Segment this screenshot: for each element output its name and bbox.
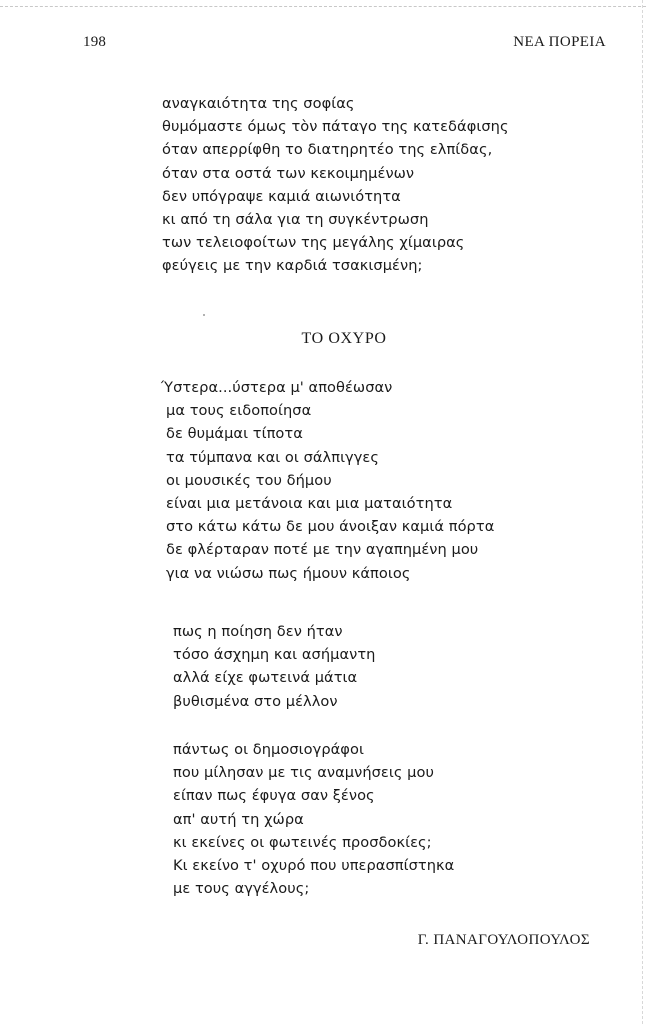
poem-line: αναγκαιότητα της σοφίας: [162, 95, 355, 112]
poem-line: Ύστερα...ύστερα μ' αποθέωσαν: [161, 379, 393, 396]
page-number: 198: [83, 34, 107, 50]
poem-line: απ' αυτή τη χώρα: [173, 810, 304, 828]
poem-line: κι από τη σάλα για τη συγκέντρωση: [162, 210, 429, 228]
poem-line: που μίλησαν με τις αναμνήσεις μου: [173, 764, 434, 782]
poem-line: με τους αγγέλους;: [173, 880, 310, 898]
poem-line: τα τύμπανα και οι σάλπιγγες: [166, 448, 379, 466]
poem-line: είπαν πως έφυγα σαν ξένος: [173, 787, 375, 805]
page-top-edge: [0, 6, 646, 7]
poem-line: τόσο άσχημη και ασήμαντη: [173, 646, 376, 664]
poem-line: δε φλέρταραν ποτέ με την αγαπημένη μου: [166, 541, 479, 559]
print-speck: [203, 314, 205, 316]
poem-line: των τελειοφοίτων της μεγάλης χίμαιρας: [162, 234, 465, 252]
poem-line: θυμόμαστε όμως τὸν πάταγο της κατεδάφισης: [162, 118, 509, 136]
stanza-1: [161, 376, 495, 585]
poem-line: όταν απερρίφθη το διατηρητέο της ελπίδας,: [162, 141, 493, 159]
poem-line: κι εκείνες οι φωτεινές προσδοκίες;: [173, 833, 432, 851]
poem-line: αλλά είχε φωτεινά μάτια: [173, 669, 358, 687]
poem-line: όταν στα οστά των κεκοιμημένων: [162, 164, 415, 182]
stanza-previous-poem-ending: [162, 92, 509, 278]
page-right-edge: [642, 0, 643, 1024]
poem-line: για να νιώσω πως ήμουν κάποιος: [166, 564, 411, 582]
running-title: ΝΕΑ ΠΟΡΕΙΑ: [513, 34, 606, 50]
stanza-3: [173, 738, 454, 900]
poem-line: βυθισμένα στο μέλλον: [173, 692, 338, 710]
poem-line: δεν υπόγραψε καμιά αιωνιότητα: [162, 187, 401, 205]
poem-line: είναι μια μετάνοια και μια ματαιότητα: [166, 494, 453, 512]
poem-line: Κι εκείνο τ' οχυρό που υπερασπίστηκα: [173, 856, 455, 874]
poem-author: Γ. ΠΑΝΑΓΟΥΛΟΠΟΥΛΟΣ: [417, 932, 590, 948]
poem-line: φεύγεις με την καρδιά τσακισμένη;: [162, 257, 423, 275]
poem-title: ΤΟ ΟΧΥΡΟ: [301, 330, 387, 347]
poem-line: δε θυμάμαι τίποτα: [166, 425, 303, 443]
poem-line: στο κάτω κάτω δε μου άνοιξαν καμιά πόρτα: [166, 518, 495, 536]
poem-line: οι μουσικές του δήμου: [166, 471, 332, 489]
poem-line: πάντως οι δημοσιογράφοι: [173, 741, 364, 758]
stanza-2: [173, 620, 375, 713]
poem-line: μα τους ειδοποίησα: [166, 402, 312, 420]
poem-line: πως η ποίηση δεν ήταν: [173, 623, 343, 640]
